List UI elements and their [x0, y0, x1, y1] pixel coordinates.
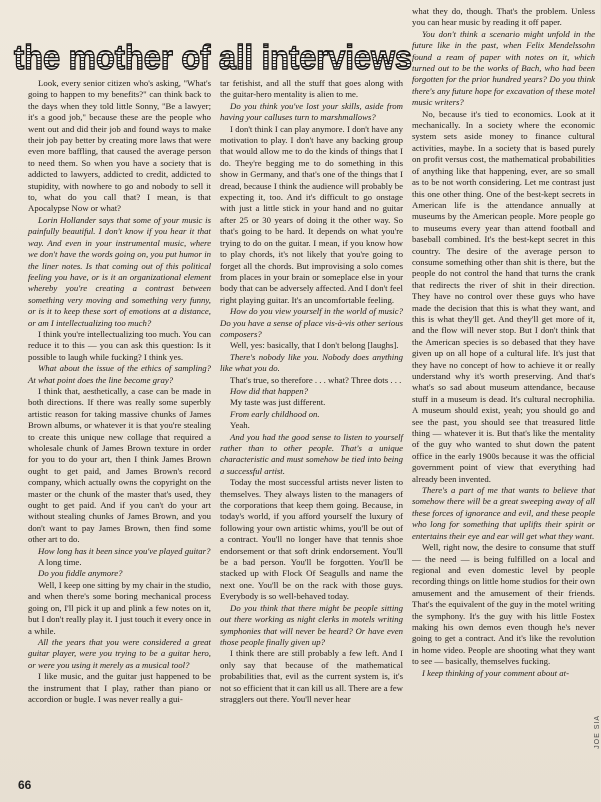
- question-paragraph: All the years that you were considered a great guitar player, were you trying to be a guitar hero, or were you using it merely as a musical tool?: [28, 636, 211, 670]
- answer-paragraph: A long time.: [38, 557, 82, 568]
- question-paragraph: How do you view yourself in the world of music? Do you have a sense of place vis-à-vis other serious composers?: [220, 306, 403, 339]
- answer-paragraph: Well, I keep one sitting by my chair in the studio, and when there's some boring mechanical process going on, I'll pick it up and plink a few notes on it, but I don't really play it. I just touch it every once in a while.: [28, 579, 211, 636]
- answer-paragraph: Yeah.: [230, 420, 250, 431]
- question-paragraph: How did that happen?: [230, 385, 309, 396]
- headline-text: the mother of all interviews: [14, 39, 412, 77]
- answer-paragraph: Well, right now, the desire to consume that stuff — the need — is being fulfilled on a local and regional and even domestic level by people recording things on little home studios for their own amusement and the amusement of their friends. That's the equivalent of the guy in the motel writing the symphony. It's the guy with his little Fostex making his own demos even though he's never going to get a contract. And it's like the revolution in home video. People are shooting what they want to see — basically, themselves fucking.: [412, 542, 595, 667]
- answer-paragraph: I like music, and the guitar just happened to be the instrument that I play, rather than piano or accordion or bugle. I was never really a gui-: [28, 671, 211, 704]
- question-paragraph: What about the issue of the ethics of sampling? At what point does the line become gray?: [28, 363, 211, 385]
- answer-paragraph: Look, every senior citizen who's asking, "What's going to happen to my benefits?" can think back to the days when they told little Sonny, "Be a lawyer; it's a good job," because these are the people who went out and did their job and found ways to make their job pay better by creating more laws that were even more baffling, that caused the average person to need them. So when you have a society that is addicted to lawyers, addicted to credit, addicted to stupidity, with nowhere to go and nobody to sell it to, what do you call that? I mean, is that Apocalypse Now or what?: [28, 78, 211, 214]
- answer-paragraph: Today the most successful artists never listen to themselves. They always listen to the managers of the corporations that keep them going. Because, in today's world, if you afford yourself the luxury of following your own artistic whims, you'll be out of a contract. You'll no longer have that tennis shoe endorsement or that soft drink endorsement. You'll be a bad person. You'll be forgotten. You'll be stacked up with Flock Of Seagulls and name the next one. You'll be on the rack with those guys. Everybody is so well-behaved today.: [220, 477, 403, 602]
- page-number: 66: [18, 778, 32, 792]
- answer-paragraph: That's true, so therefore . . . what? Three dots . . .: [230, 374, 402, 385]
- column-2: [220, 78, 403, 782]
- question-paragraph: There's nobody like you. Nobody does anything like what you do.: [220, 351, 403, 374]
- question-paragraph: There's a part of me that wants to believe that somehow there will be a great sweeping away of all these forces of ignorance and evil, and these people who long for something that uplifts their spirit or entertains their eye and ear will get what they want.: [412, 485, 595, 541]
- answer-paragraph: I think there are still probably a few left. And I only say that because of the mathematical probabilities that, evil as the current system is, it's not so efficient that it can kill us all. There are a few stragglers out there. You'll never hear: [220, 648, 403, 704]
- question-paragraph: Do you think that there might be people sitting out there working as night clerks in motels writing symphonies that will never be heard? Or have even those people finally given up?: [220, 602, 403, 647]
- question-paragraph: Do you fiddle anymore?: [38, 568, 123, 579]
- photo-credit: JOE SIA: [594, 715, 601, 749]
- headline: [14, 39, 414, 77]
- question-paragraph: From early childhood on.: [230, 408, 320, 419]
- question-paragraph: You don't think a scenario might unfold in the future like in the past, when Felix Mendelssohn found a ream of paper with notes on it, which turned out to be the works of Bach, who had been forgotten for the prior hundred years? Do you think there's any future hope for excavation of these motel music writers?: [412, 28, 595, 108]
- column-1: [28, 78, 211, 782]
- answer-paragraph: what they do, though. That's the problem. Unless you can hear music by reading it off paper.: [412, 6, 595, 28]
- question-paragraph: And you had the good sense to listen to yourself rather than to other people. That's a unique characteristic and must somehow be tied into being a successful artist.: [220, 431, 403, 476]
- answer-paragraph: No, because it's tied to economics. Look at it mechanically. In a society where the economic system sets aside money to finance cultural activities, maybe. In a society that is based purely on profit versus cost, the mathematical probabilities of anything like that happening, ever, are so small as to be not worth considering. Let me contrast just this one other thing. One of the best-kept secrets in American life is the attendance annually at museums by the American people. More people go to museums every year than attend football and baseball combined. It's the best-kept secret in this country. The desire of the average person to consume something other than shit is there, but the people do not control the hand that turns the crank that redirects the river of shit in their direction. They have no control over these guys who have made the decision that this is what they want, and this is what they'll get. And they'll get more of it, and the flow will never stop. But I don't think that the American species is so debased that they have given up on all hope of a cultural life. It's just that they have no concept of how to achieve it or really understand why it's worth preserving. And that's what's so sad about museum attendance, because stuff in a museum is dead. It's cultural necrophilia. A museum should exist, yeah; you should go and see the past, you should see that treasured little thing — whatever it is. But that's like the mentality of the guy who wanted to shut down the patent office in the early 1900s because it was the official government point of view that everything had already been invented.: [412, 108, 595, 484]
- answer-paragraph: I think that, aesthetically, a case can be made in both directions. If there was really some superbly artistic reason for taking massive chunks of James Brown albums, or whatever it is that you're stealing to create this unique new collage that required a wholesale chunk of James Brown texture in order for you to do your art, then I think James Brown ought to get paid, and James Brown's record company, which actually owns the copyright on the master or the chunk of the master that's used, they ought to get paid. And if you can't do your art without stealing chunks of James Brown, and you don't want to pay James Brown, then find some other art to do.: [28, 385, 211, 545]
- headline-art: [14, 39, 414, 77]
- question-paragraph: Lorin Hollander says that some of your music is painfully beautiful. I don't know if you hear it that way. And even in your instrumental music, where we don't have the words going on, you put humor in the liner notes. Is that coming out of this political feeling you have, or is it an organizational element whereby you're creating a contrast between something very moving and something very funny, or is it to keep these sort of emotions at a distance, or am I intellectualizing too much?: [28, 214, 211, 328]
- question-paragraph: Do you think you've lost your skills, aside from having your calluses turn to marshmallows?: [220, 100, 403, 123]
- answer-paragraph: tar fetishist, and all the stuff that goes along with the guitar-hero mentality is alien to me.: [220, 78, 403, 100]
- answer-paragraph: I don't think I can play anymore. I don't have any motivation to play. I don't have any backing group that would allow me to do the kinds of things that I do. They're begging me to do something in this show in Germany, and that's one of the things that I dread, because I think the audience will probably be expecting it, too. And it's difficult to go onstage with just a little stick in your hand and no guitar after 25 or 30 years of doing it the other way. So that's going to be hard. It depends on what you're trying to do on the guitar. I mean, if you know how to play chords, it's not likely that you're going to forget all the chords. But improvising a solo comes from places in your brain or someplace else in your body that can be adversely affected. And I don't feel right playing guitar. It's an uncomfortable feeling.: [220, 123, 403, 305]
- question-paragraph: I keep thinking of your comment about at-: [422, 667, 570, 678]
- answer-paragraph: I think you're intellectualizing too much. You can reduce it to this — you can ask this question: Is it possible to laugh while fucking? I think yes.: [28, 328, 211, 362]
- column-3: [412, 6, 595, 784]
- answer-paragraph: Well, yes: basically, that I don't belong [laughs].: [230, 340, 399, 351]
- answer-paragraph: My taste was just different.: [230, 397, 326, 408]
- question-paragraph: How long has it been since you've played guitar?: [38, 545, 211, 556]
